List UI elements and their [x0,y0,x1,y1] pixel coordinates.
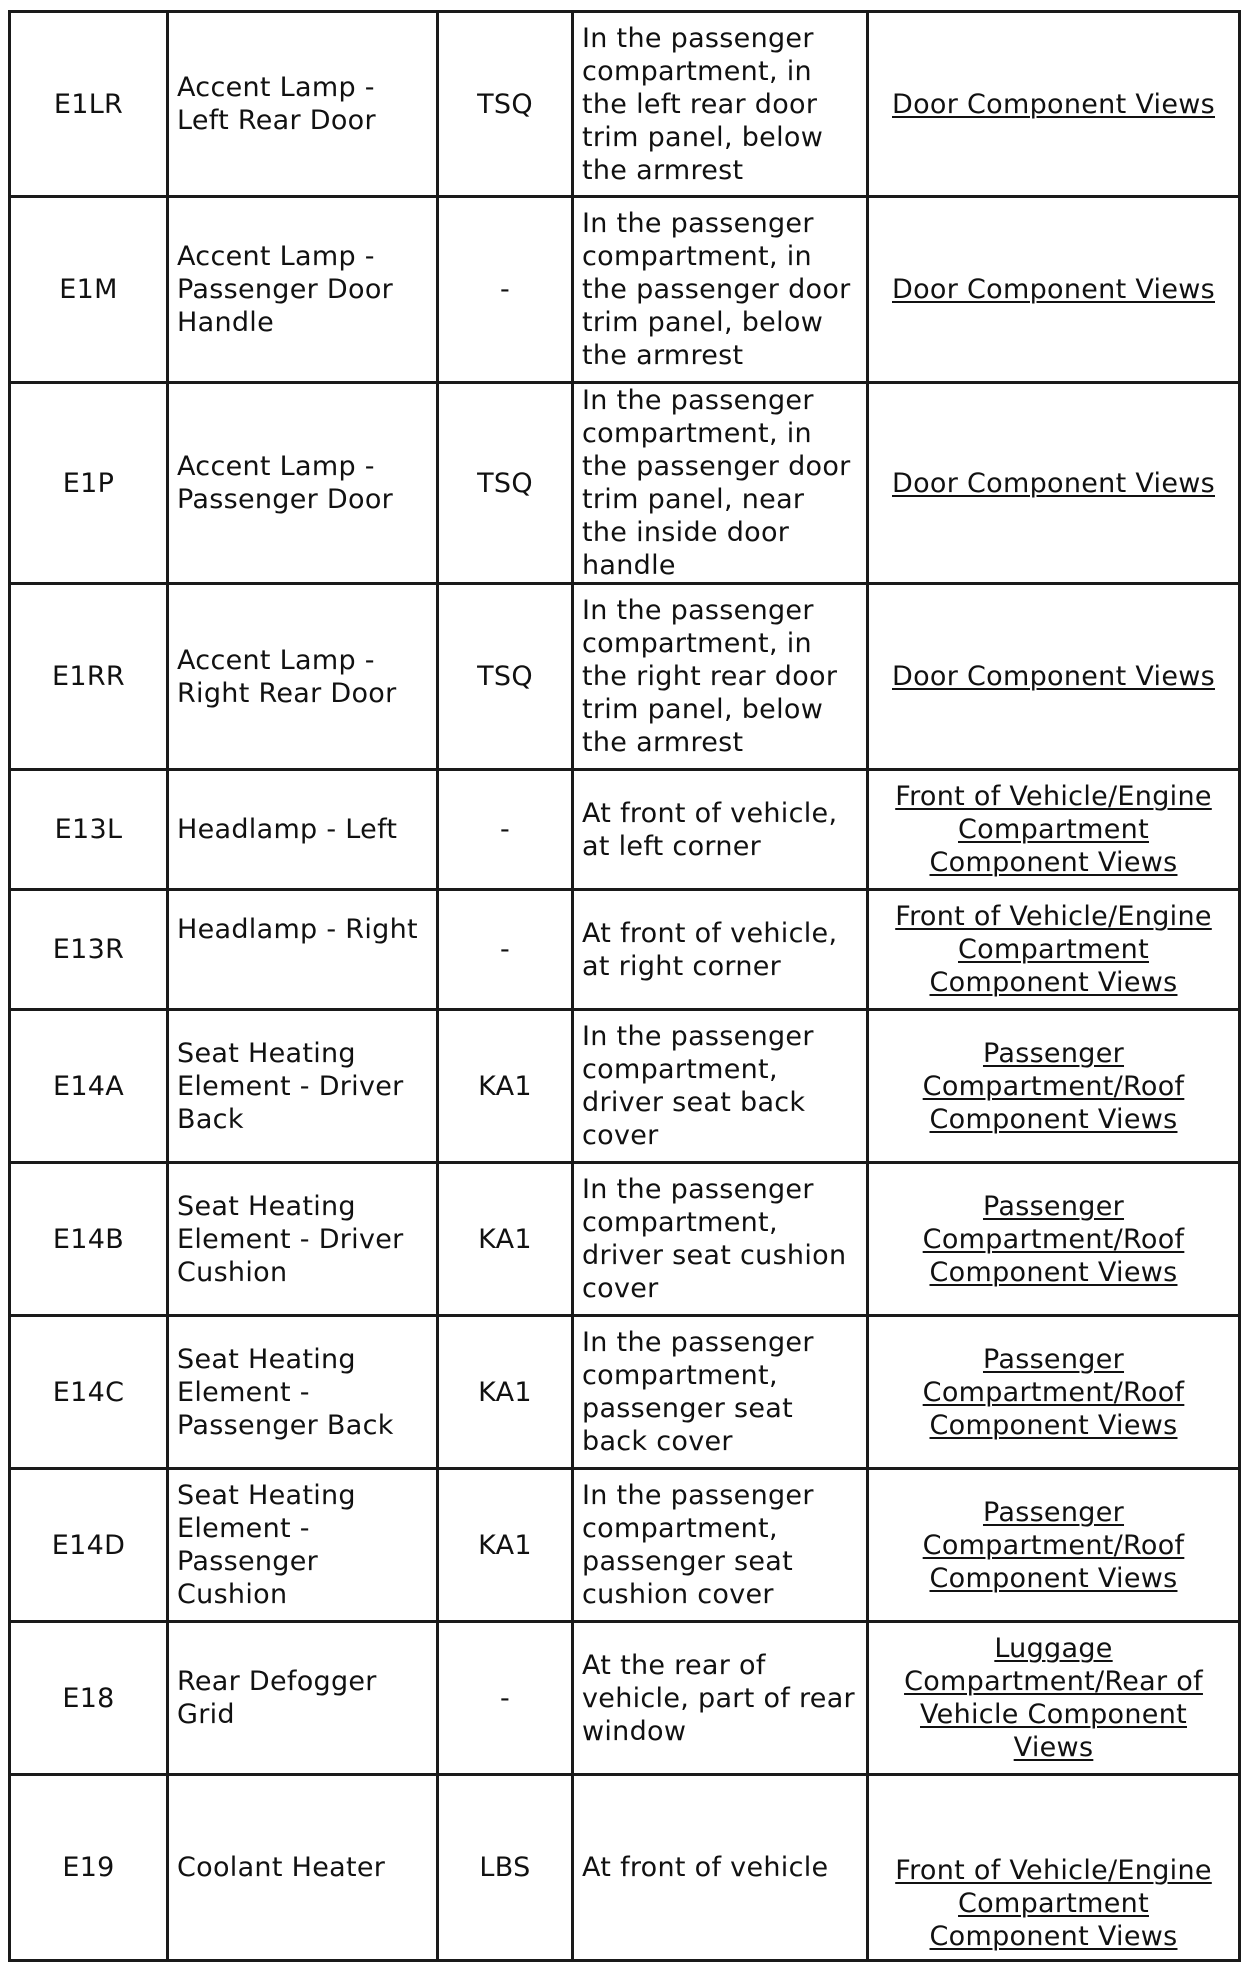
component-locator-table [8,10,1241,1962]
component-code: E19 [10,1775,168,1961]
component-view-link[interactable]: Passenger Compartment/Roof Component Views [922,1190,1185,1288]
component-view-link[interactable]: Door Component Views [892,88,1215,120]
table-row [10,1775,1240,1961]
table-row [10,1622,1240,1775]
table-row [10,1469,1240,1622]
component-name: Headlamp - Left [168,770,438,890]
view-cell [868,890,1240,1010]
table-row [10,1316,1240,1469]
component-code: E14A [10,1010,168,1163]
component-view-link[interactable]: Door Component Views [892,274,1215,305]
component-view-link[interactable]: Door Component Views [892,467,1215,499]
component-name: Seat Heating Element - Driver Back [168,1010,438,1163]
component-code: E18 [10,1622,168,1775]
component-option: KA1 [438,1316,573,1469]
component-location: In the passenger compartment, in the passenger door trim panel, below the armrest [573,197,868,383]
component-option: KA1 [438,1469,573,1622]
component-name: Seat Heating Element - Passenger Cushion [168,1469,438,1622]
component-view-link[interactable]: Front of Vehicle/Engine Compartment Component Views [895,901,1212,998]
component-view-link[interactable]: Front of Vehicle/Engine Compartment Component Views [895,1855,1212,1952]
component-option: LBS [438,1775,573,1961]
component-code: E13L [10,770,168,890]
component-code: E14C [10,1316,168,1469]
component-location: In the passenger compartment, in the right rear door trim panel, below the armrest [573,584,868,770]
view-cell [868,1469,1240,1622]
component-name: Seat Heating Element - Driver Cushion [168,1163,438,1316]
view-cell [868,383,1240,584]
component-location: At front of vehicle, at left corner [573,770,868,890]
component-name: Accent Lamp - Left Rear Door [168,12,438,197]
component-view-link[interactable]: Passenger Compartment/Roof Component Views [922,1343,1185,1441]
component-code: E1P [10,383,168,584]
component-option: - [438,890,573,1010]
table-row [10,770,1240,890]
table-row [10,383,1240,584]
component-option: TSQ [438,383,573,584]
view-cell [868,584,1240,770]
table-row [10,197,1240,383]
component-code: E1M [10,197,168,383]
table-row [10,12,1240,197]
component-location: In the passenger compartment, driver seat back cover [573,1010,868,1163]
component-location: In the passenger compartment, driver seat cushion cover [573,1163,868,1316]
component-location: At the rear of vehicle, part of rear window [573,1622,868,1775]
component-code: E13R [10,890,168,1010]
component-name: Coolant Heater [168,1775,438,1961]
component-name: Seat Heating Element - Passenger Back [168,1316,438,1469]
component-name: Accent Lamp - Right Rear Door [168,584,438,770]
component-name: Accent Lamp - Passenger Door Handle [168,197,438,383]
component-name: Headlamp - Right [168,890,438,1010]
component-code: E1RR [10,584,168,770]
component-location: At front of vehicle [573,1775,868,1961]
component-option: KA1 [438,1163,573,1316]
view-cell [868,1163,1240,1316]
component-view-link[interactable]: Front of Vehicle/Engine Compartment Component Views [895,781,1212,878]
component-option: - [438,770,573,890]
view-cell [868,197,1240,383]
view-cell [868,1775,1240,1961]
view-cell [868,12,1240,197]
component-option: KA1 [438,1010,573,1163]
component-name: Accent Lamp - Passenger Door [168,383,438,584]
component-view-link[interactable]: Luggage Compartment/Rear of Vehicle Component Views [904,1633,1203,1763]
table-row [10,1010,1240,1163]
component-name: Rear Defogger Grid [168,1622,438,1775]
component-option: TSQ [438,584,573,770]
component-option: - [438,197,573,383]
component-view-link[interactable]: Passenger Compartment/Roof Component Views [922,1037,1185,1135]
component-code: E1LR [10,12,168,197]
component-location: At front of vehicle, at right corner [573,890,868,1010]
component-view-link[interactable]: Door Component Views [892,661,1215,692]
view-cell [868,1316,1240,1469]
component-code: E14B [10,1163,168,1316]
table-row [10,890,1240,1010]
component-location: In the passenger compartment, passenger seat cushion cover [573,1469,868,1622]
view-cell [868,770,1240,890]
table-row [10,584,1240,770]
component-option: - [438,1622,573,1775]
component-location: In the passenger compartment, passenger seat back cover [573,1316,868,1469]
view-cell [868,1010,1240,1163]
component-code: E14D [10,1469,168,1622]
table-row [10,1163,1240,1316]
component-option: TSQ [438,12,573,197]
component-locator-table-wrapper [8,10,1241,1962]
component-view-link[interactable]: Passenger Compartment/Roof Component Views [922,1496,1185,1594]
view-cell [868,1622,1240,1775]
component-location: In the passenger compartment, in the passenger door trim panel, near the inside door handle [573,383,868,584]
component-location: In the passenger compartment, in the left rear door trim panel, below the armrest [573,12,868,197]
